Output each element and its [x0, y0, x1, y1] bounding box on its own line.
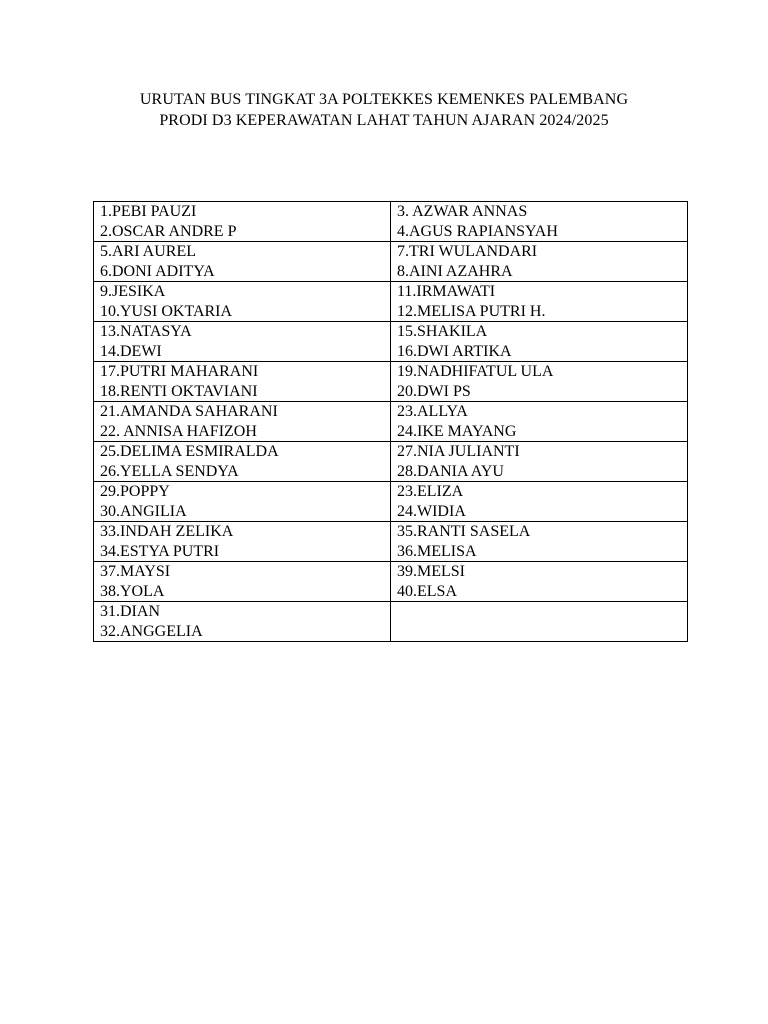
table-row: [94, 202, 688, 242]
table-cell-right: [391, 442, 688, 482]
table-cell-right: [391, 322, 688, 362]
table-row: [94, 522, 688, 562]
student-name: 6.DONI ADITYA: [100, 262, 215, 280]
student-name: 37.MAYSI: [100, 563, 171, 580]
student-name: 13.NATASYA: [100, 323, 192, 340]
student-name: [397, 602, 687, 622]
student-name: 10.YUSI OKTARIA: [100, 302, 233, 320]
student-name: 21.AMANDA SAHARANI: [100, 403, 278, 420]
student-name: 24.IKE MAYANG: [397, 422, 517, 440]
student-name: 29.POPPY: [100, 483, 170, 500]
student-name: 17.PUTRI MAHARANI: [100, 363, 259, 380]
student-name: 28.DANIA AYU: [397, 462, 504, 480]
student-name: 38.YOLA: [100, 582, 165, 600]
student-name: 8.AINI AZAHRA: [397, 262, 513, 280]
student-name: 39.MELSI: [397, 563, 465, 580]
document-title: [0, 89, 768, 131]
table-cell-right: [391, 402, 688, 442]
title-line-1: URUTAN BUS TINGKAT 3A POLTEKKES KEMENKES PALEMBANG: [139, 91, 629, 108]
student-name: 7.TRI WULANDARI: [397, 243, 538, 260]
student-name: 22. ANNISA HAFIZOH: [100, 422, 257, 440]
student-name: 26.YELLA SENDYA: [100, 462, 239, 480]
table-cell-left: [94, 322, 391, 362]
student-name: 2.OSCAR ANDRE P: [100, 222, 237, 240]
student-name: 27.NIA JULIANTI: [397, 443, 520, 460]
table-cell-right: [391, 562, 688, 602]
student-name: 12.MELISA PUTRI H.: [397, 302, 546, 320]
table-cell-left: [94, 242, 391, 282]
table-cell-left: [94, 602, 391, 642]
table-cell-right: [391, 282, 688, 322]
student-name: 23.ELIZA: [397, 483, 464, 500]
student-name: 16.DWI ARTIKA: [397, 342, 512, 360]
table-row: [94, 402, 688, 442]
table-row: [94, 282, 688, 322]
student-name: 20.DWI PS: [397, 382, 471, 400]
student-name: 5.ARI AUREL: [100, 243, 196, 260]
student-name: 36.MELISA: [397, 542, 477, 560]
student-name: 19.NADHIFATUL ULA: [397, 363, 554, 380]
title-line-2: PRODI D3 KEPERAWATAN LAHAT TAHUN AJARAN 2024/2025: [159, 112, 609, 129]
table-cell-left: [94, 202, 391, 242]
seating-table: [93, 201, 688, 642]
table-row: [94, 242, 688, 282]
student-name: 32.ANGGELIA: [100, 622, 203, 640]
student-name: 33.INDAH ZELIKA: [100, 523, 234, 540]
student-name: 34.ESTYA PUTRI: [100, 542, 220, 560]
table-cell-right: [391, 602, 688, 642]
student-name: 3. AZWAR ANNAS: [397, 203, 528, 220]
student-name: 14.DEWI: [100, 342, 162, 360]
student-name: 30.ANGILIA: [100, 502, 187, 520]
table-row: [94, 362, 688, 402]
student-name: 31.DIAN: [100, 603, 160, 620]
student-name: 25.DELIMA ESMIRALDA: [100, 443, 279, 460]
table-cell-right: [391, 202, 688, 242]
table-row: [94, 602, 688, 642]
student-name: 23.ALLYA: [397, 403, 468, 420]
student-name: 18.RENTI OKTAVIANI: [100, 382, 258, 400]
table-row: [94, 322, 688, 362]
student-name: 11.IRMAWATI: [397, 283, 496, 300]
table-cell-right: [391, 522, 688, 562]
table-row: [94, 482, 688, 522]
table-row: [94, 562, 688, 602]
student-name: 9.JESIKA: [100, 283, 166, 300]
table-cell-right: [391, 242, 688, 282]
table-cell-left: [94, 442, 391, 482]
student-name: 4.AGUS RAPIANSYAH: [397, 222, 558, 240]
table-cell-left: [94, 282, 391, 322]
student-name: [397, 622, 687, 642]
table-cell-left: [94, 362, 391, 402]
table-cell-left: [94, 402, 391, 442]
table-row: [94, 442, 688, 482]
table-cell-right: [391, 482, 688, 522]
student-name: 1.PEBI PAUZI: [100, 203, 197, 220]
student-name: 24.WIDIA: [397, 502, 466, 520]
table-cell-left: [94, 522, 391, 562]
student-name: 35.RANTI SASELA: [397, 523, 531, 540]
table-cell-left: [94, 482, 391, 522]
table-cell-right: [391, 362, 688, 402]
student-name: 40.ELSA: [397, 582, 457, 600]
table-cell-left: [94, 562, 391, 602]
student-name: 15.SHAKILA: [397, 323, 488, 340]
